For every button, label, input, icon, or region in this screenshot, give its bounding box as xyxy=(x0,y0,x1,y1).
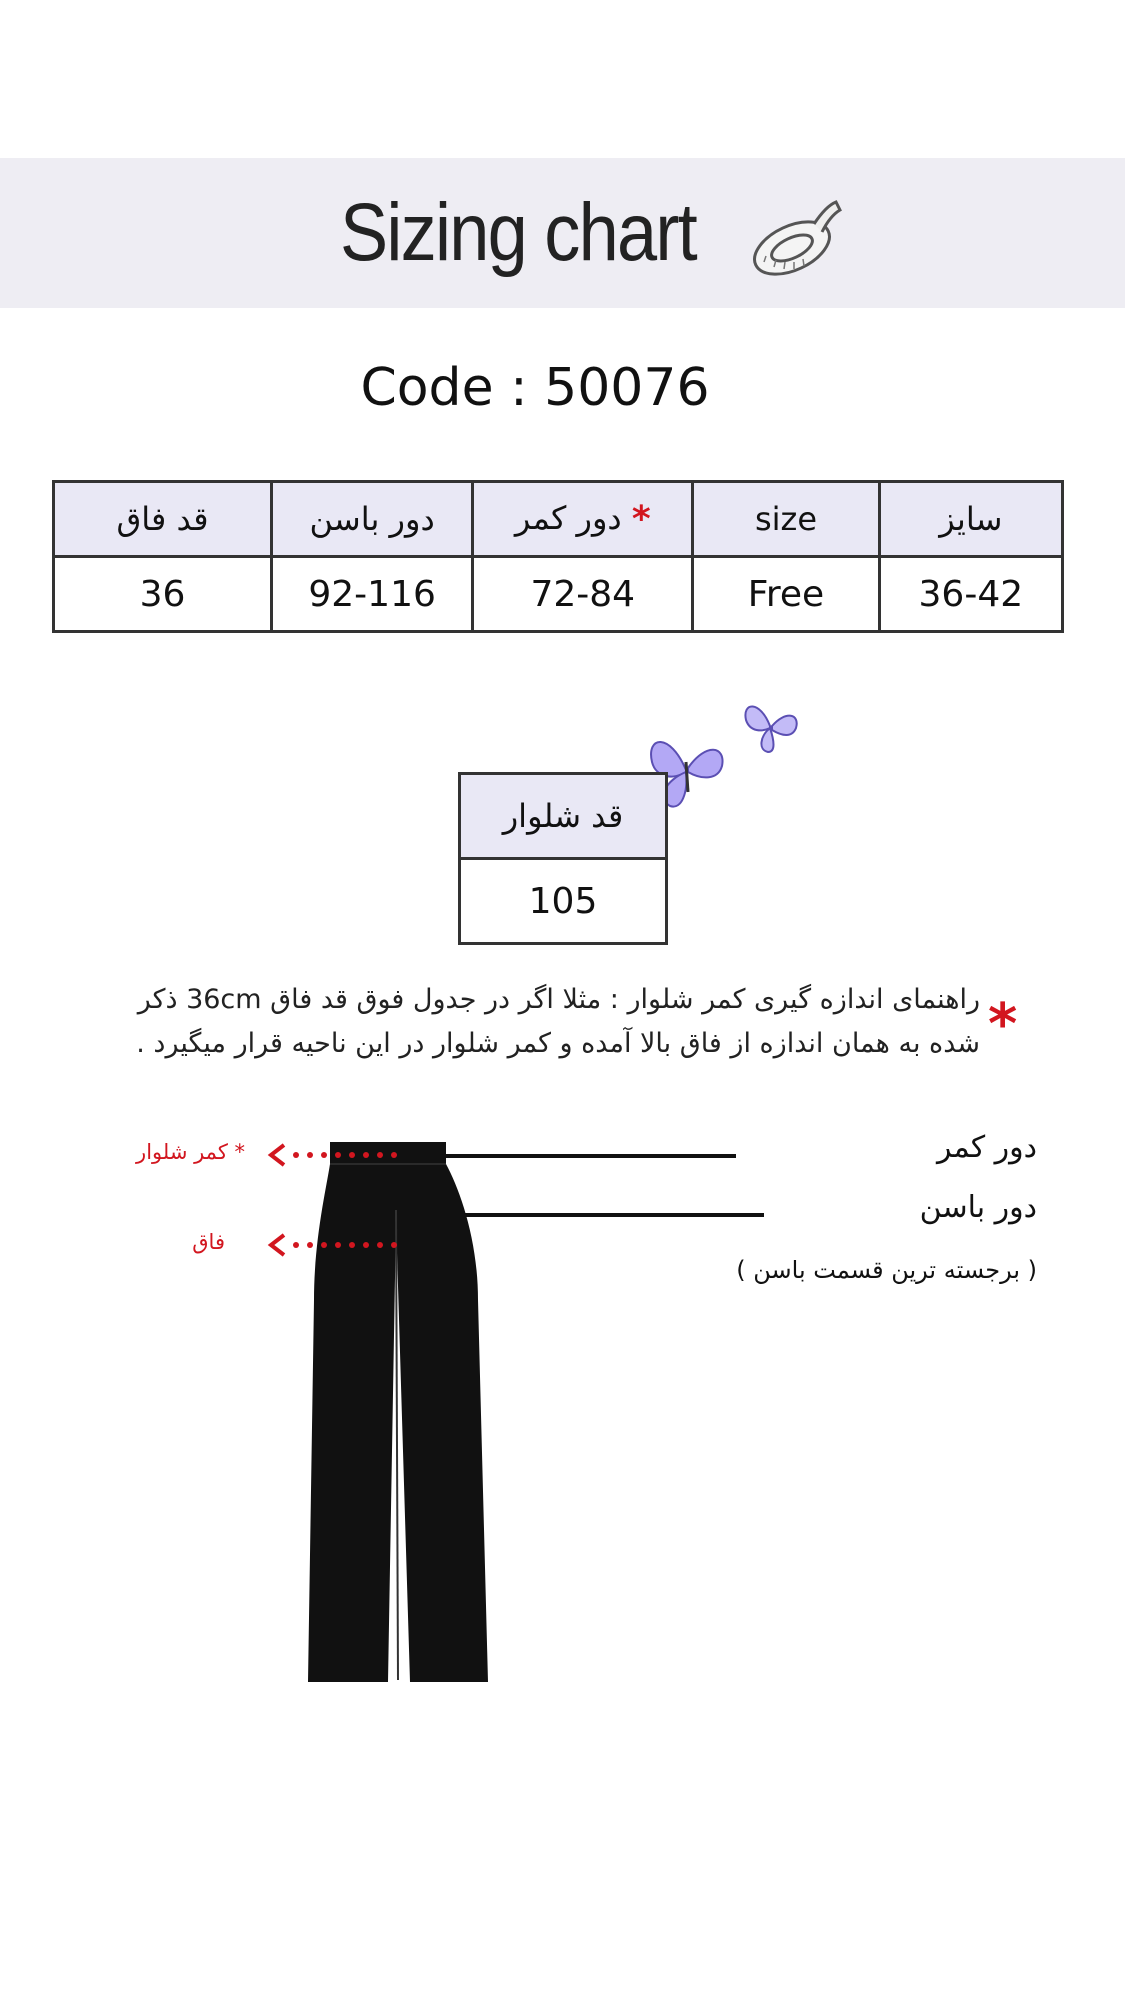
value-rise: 36 xyxy=(54,557,272,632)
rise-arrow-icon xyxy=(266,1230,400,1260)
header-pants-length: قد شلوار xyxy=(460,774,667,859)
header-waist: دور کمر * xyxy=(473,482,693,557)
page-title: Sizing chart xyxy=(340,187,696,278)
value-size: Free xyxy=(693,557,879,632)
value-saiz: 36-42 xyxy=(879,557,1062,632)
red-rise-label: فاق xyxy=(192,1230,225,1254)
hip-note: ( برجسته ترین قسمت باسن ) xyxy=(736,1256,1037,1284)
header-rise: قد فاق xyxy=(54,482,272,557)
value-waist: 72-84 xyxy=(473,557,693,632)
waist-leader-line xyxy=(432,1154,736,1158)
value-pants-length: 105 xyxy=(460,859,667,944)
length-table xyxy=(458,772,668,945)
hip-leader-line xyxy=(428,1213,764,1217)
note-star-icon: * xyxy=(988,992,1018,1057)
value-hip: 92-116 xyxy=(272,557,473,632)
measurement-note xyxy=(80,978,980,1066)
note-line-2: شده به همان اندازه از فاق بالا آمده و کمر شلوار در این ناحیه قرار میگیرد . xyxy=(136,1028,980,1059)
red-waist-label: * کمر شلوار xyxy=(136,1140,245,1164)
product-code: Code : 50076 xyxy=(360,358,710,418)
note-line-1: راهنمای اندازه گیری کمر شلوار : مثلا اگر در جدول فوق قد فاق 36cm ذکر xyxy=(137,984,980,1015)
waist-arrow-icon xyxy=(266,1140,400,1170)
waist-label: دور کمر xyxy=(936,1130,1037,1165)
header-saiz: سایز xyxy=(879,482,1062,557)
table-header-row xyxy=(54,482,1063,557)
size-table xyxy=(52,480,1064,633)
header-hip: دور باسن xyxy=(272,482,473,557)
hip-label: دور باسن xyxy=(919,1190,1037,1225)
waist-star-icon: * xyxy=(631,498,651,540)
table-row xyxy=(54,557,1063,632)
header-size: size xyxy=(693,482,879,557)
tape-measure-icon xyxy=(744,196,844,286)
butterfly-small-icon xyxy=(738,692,804,758)
